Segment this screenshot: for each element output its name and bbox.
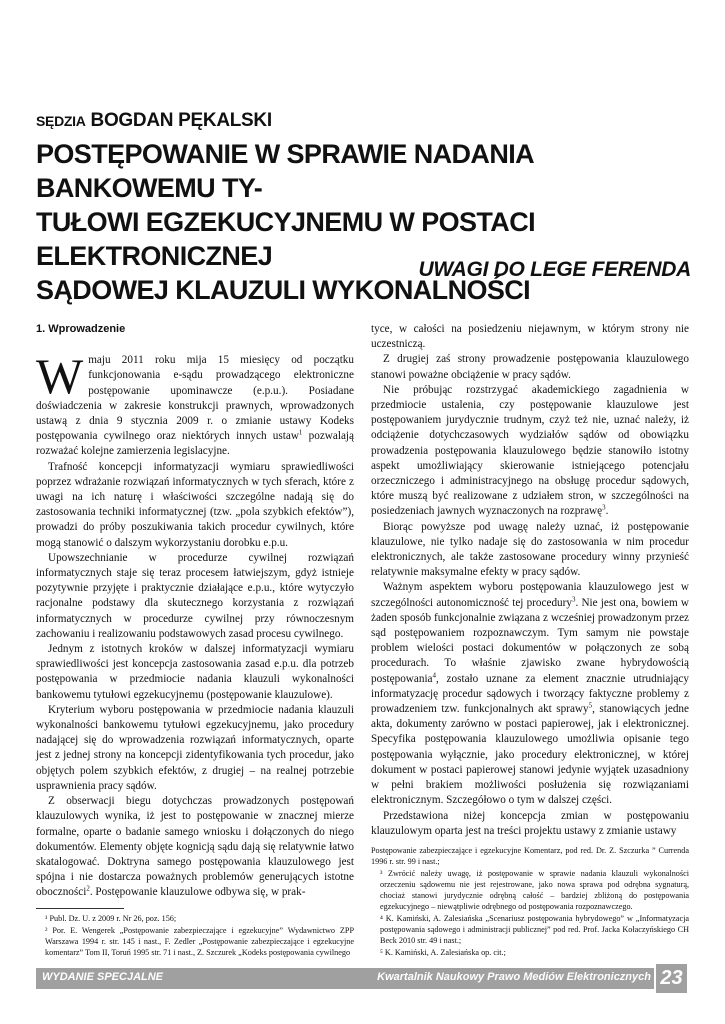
page-number: 23 [654,964,687,993]
paragraph [36,794,354,900]
drop-cap: W [36,348,84,405]
paragraph-text: Nie próbując rozstrzygać akademickiego zagadnienia w przedmiocie ustalenia, czy postępowanie klauzulowe jest postępowaniem jurydycznie trudnym, czyż też nie, uznać należy, iż odciążenie dotychczasowych wydziałów sądów od obowiązku prowadzenia postępowania klauzulowego będzie stanowiło istotny aspekt umożliwiający skierowanie istniejącego potencjału orzeczniczego i administracyjnego na obsługę procedur sądowych, które muszą być realizowane z udziałem stron, w szczególności na posiedzeniach jawnych wyznaczonych na rozprawę [371,383,689,518]
footnote: ² Por. E. Wengerek „Postępowanie zabezpieczające i egzekucyjne” Wydawnictwo ZPP Warszawa 1994 r. str. 145 i nast., F. Zedler „Postępowanie zabezpieczające i egzekucyjne komentarz” Tom II, Toruń 1995 str. 71 i nast., Z. Szczurek „Kodeks postępowania cywilnego [45,926,354,957]
paragraph-text: , zostało uznane za element znacznie utrudniający informatyzację procedur sądowych i tworzący faktyczne problemy z prowadzeniem tzw. funkcjonalnych akt sprawy [371,672,689,716]
footnote-ref: 1 [298,428,303,437]
journal-name: Kwartalnik Naukowy Prawo Mediów Elektronicznych [377,971,651,983]
author-name: BOGDAN PĘKALSKI [90,110,272,131]
paragraph-text: . Postępowanie klauzulowe odbywa się, w prak- [89,886,306,899]
paragraph [371,580,689,808]
paragraph-text: , stanowiących jedne akta, dokumenty zarówno w postaci papierowej, jak i elektronicznej. Specyfika postępowania klauzulowego umożliwia opisanie tego postępowania wyłącznie, jako procedury elektronicznej, w której dokument w postaci papierowej stanowi jedynie wyjątek uzasadniony w pełni brakiem możliwości posłużenia się rozwiązaniami elektronicznym. Szczegółowo o tym w dalszej części. [371,703,689,807]
title-line-2: TUŁOWI EGZEKUCYJNEMU W POSTACI ELEKTRONICZNEJ [36,207,535,271]
paragraph-text: pozwalają rozważać kolejne zamierzenia legislacyjne. [36,430,354,458]
right-column [371,322,689,839]
footnote-ref: 3 [571,594,576,603]
title-line-1: POSTĘPOWANIE W SPRAWIE NADANIA BANKOWEMU TY- [36,139,534,203]
footnote-ref: 2 [86,884,90,893]
paragraph-text: maju 2011 roku mija 15 miesięcy od początku funkcjonowania e-sądu prowadzącego elektroniczne postępowanie upominawcze (e.p.u.). Posiadane doświadczenia w zakresie konstrukcji prawnych, wprowadzonych ustawą z dnia 9 stycznia 2009 r. o zmianie ustawy Kodeks postępowania cywilnego oraz niektórych innych ustaw [36,354,354,443]
paragraph: Jednym z istotnych kroków w dalszej informatyzacji wymiaru sprawiedliwości jest koncepcja zastosowania zasad e.p.u. dla potrzeb postępowania w przedmiocie nadania klauzuli wykonalności bankowemu tytułowi egzekucyjnemu (postępowanie klauzulowe). [36,643,354,701]
left-column [36,322,354,901]
footnote: ⁴ K. Kamiński, A. Zalesiańska „Scenariusz postępowania hybrydowego” w „Informatyzacja postępowania sądowego i administracji publicznej” pod red. Prof. Jacka Kołaczyńskiego CH Beck 2010 str. 49 i nast.; [380,914,689,945]
footnotes-left [36,913,354,959]
paragraph-text: . [605,505,609,518]
paragraph: Upowszechnianie w procedurze cywilnej rozwiązań informatycznych staje się teraz procesem łatwiejszym, gdyż istnieje pozytywnie przyjęte i praktycznie działające e.p.u., które wytyczyło racjonalne podstawy dla skutecznego korzystania z rozwiązań informatycznych w procedurze cywilnej przy równoczesnym zachowaniu i realizowaniu podstawowych zasad procesu cywilnego. [36,551,354,640]
footnote-ref: 5 [588,701,593,710]
paragraph-text: Z obserwacji biegu dotychczas prowadzonych postępowań klauzulowych wynika, iż jest to postępowanie w znacznej mierze formalne, oparte o badanie samego wniosku i dołączonych do niego dokumentów. Elementy objęte kognicją sądu dają się relatywnie łatwo skatalogować. Doktryna samego postępowania klauzulowego jest spójna i nie dostarcza poważnych problemów generujących istotne oboczności [36,795,354,899]
footnote-ref: 4 [432,670,437,679]
title-line-3: SĄDOWEJ KLAUZULI WYKONALNOŚCI [36,275,531,305]
footnotes-right [371,845,689,959]
page-footer [36,968,687,989]
footnote-ref: 3 [602,503,606,512]
paragraph [371,383,689,520]
edition-label: WYDANIE SPECJALNE [42,971,164,983]
author-prefix: SĘDZIA [36,113,86,129]
paragraph: Z drugiej zaś strony prowadzenie postępowania klauzulowego stanowi poważne obciążenie w pracy sądów. [371,353,689,381]
footnote-divider [36,908,124,909]
paragraph: Trafność koncepcji informatyzacji wymiaru sprawiedliwości poprzez wdrażanie rozwiązań informatycznych w tych sferach, które z uwagi na ich naturę i właściwości szczególne nadają się do zastosowania techniki informatycznej (tzw. „pola szybkich efektów”), prowadzi do próby poszukiwania takich procedur cywilnych, które mogą stanowić o dalszym wykorzystaniu dorobku e.p.u. [36,460,354,549]
paragraph: Biorąc powyższe pod uwagę należy uznać, iż postępowanie klauzulowe, nie tylko nadaje się do zastosowania w nim procedur elektronicznych, ale także zastosowane procedury winny przynieść relatywnie maksymalne efekty w pracy sądów. [371,520,689,579]
paragraph-text: . Nie jest ona, bowiem w żaden sposób funkcjonalnie związana z wcześniej prowadzonym przez sąd postępowaniem rozpoznawczym. Tym samym nie powstaje problem wielości postaci dokumentów w połączonych ze sobą procedurach. To właśnie zjawisko zwane hybrydowością postępowania [371,596,689,685]
paragraph: tyce, w całości na posiedzeniu niejawnym, w którym strony nie uczestniczą. [371,323,689,351]
footnote: ⁵ K. Kamiński, A. Zalesiańska op. cit.; [380,948,506,957]
footnote: ¹ Publ. Dz. U. z 2009 r. Nr 26, poz. 156; [45,914,177,923]
paragraph-text: Ważnym aspektem wyboru postępowania klauzulowego jest w szczególności autonomiczność tej procedury [371,581,689,609]
article-subtitle: UWAGI DO LEGE FERENDA [418,258,691,281]
author-line [36,110,272,132]
paragraph: Kryterium wyboru postępowania w przedmiocie nadania klauzuli wykonalności bankowemu tytułowi egzekucyjnemu, jako procedury nadającej się do wprowadzenia rozwiązań informatycznych, oparte jest z jednej strony na koncepcji zidentyfikowania tych procedur, jako objętych polem szybkich efektów, z drugiej – na realnej potrzebie usprawnienia pracy sądów. [36,703,354,792]
paragraph [36,348,354,459]
section-heading: 1. Wprowadzenie [36,323,126,335]
paragraph: Przedstawiona niżej koncepcja zmian w postępowaniu klauzulowym oparta jest na treści projektu ustawy z zmianie ustawy [371,809,689,837]
footnote: Postępowanie zabezpieczające i egzekucyjne Komentarz, pod red. Dr. Z. Szczurka ” Currenda 1996 r. str. 99 i nast.; [371,846,689,866]
footnote: ³ Zwrócić należy uwagę, iż postępowanie w sprawie nadania klauzuli wykonalności orzeczeniu sądowemu nie jest rejestrowane, jako nowa sprawa pod odrębna sygnaturą, chociaż stanowi jurydycznie odrębną całość – bardziej zbliżoną do postępowania egzekucyjnego – niewątpliwie odrębnego od postępowania rozpoznawczego. [380,869,689,911]
